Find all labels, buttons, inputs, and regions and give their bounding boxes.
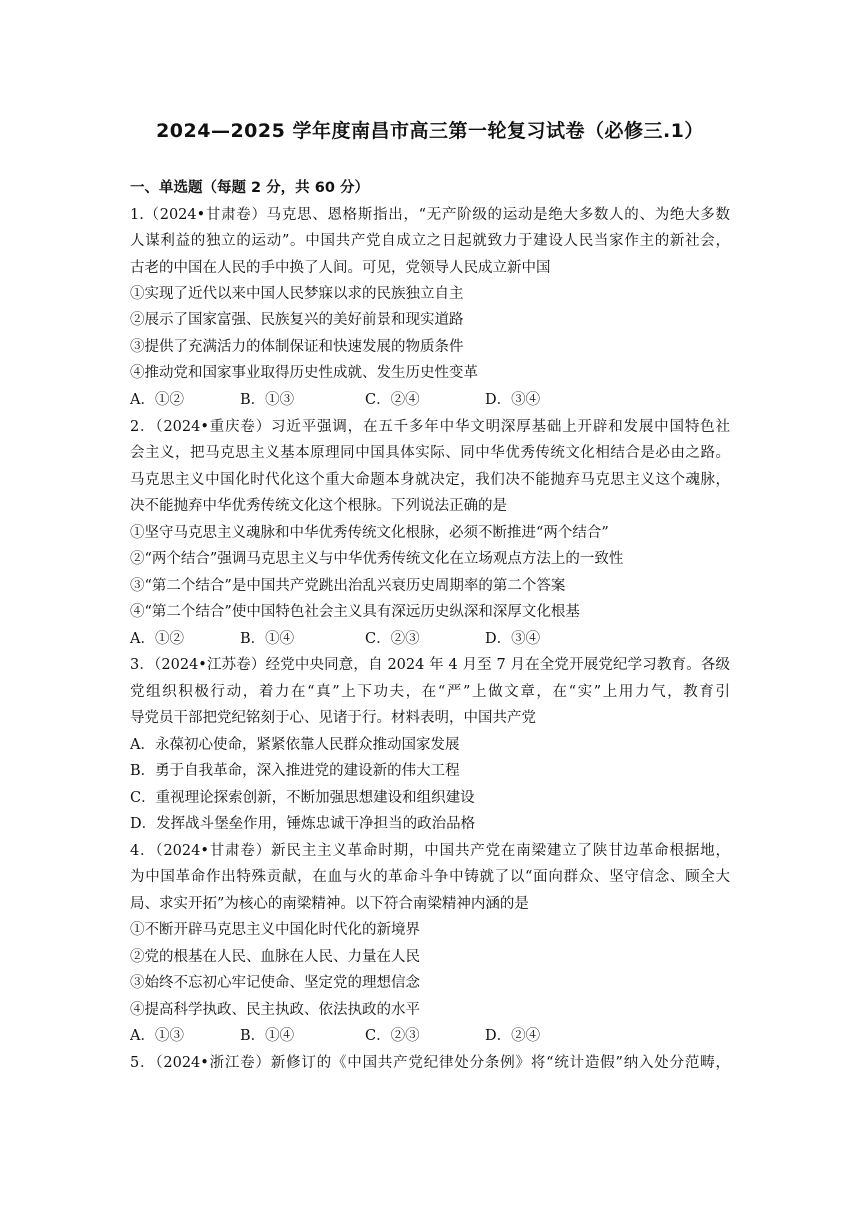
q1-option-b: B．①③ bbox=[240, 392, 295, 408]
q4-options bbox=[130, 1024, 540, 1045]
q2-line-1: 2．（2024•重庆卷）习近平强调，在五千多年中华文明深厚基础上开辟和发展中国特色社 bbox=[130, 419, 730, 435]
q1-option-c: C．②④ bbox=[365, 392, 420, 408]
q2-line-3: 马克思主义中国化时代化这个重大命题本身就决定，我们决不能抛弃马克思主义这个魂脉， bbox=[130, 472, 730, 488]
q4-statement-2: ②党的根基在人民、血脉在人民、力量在人民 bbox=[130, 949, 420, 965]
q2-option-a: A．①② bbox=[130, 631, 184, 647]
q1-option-d: D．③④ bbox=[485, 392, 541, 408]
q2-line-2: 会主义，把马克思主义基本原理同中国具体实际、同中华优秀传统文化相结合是必由之路。 bbox=[130, 445, 730, 461]
q2-option-d: D．③④ bbox=[485, 631, 541, 647]
q1-line-2: 人谋利益的独立的运动”。中国共产党自成立之日起就致力于建设人民当家作主的新社会， bbox=[130, 233, 730, 249]
q1-options bbox=[130, 388, 540, 409]
page-title: 2024—2025 学年度南昌市高三第一轮复习试卷（必修三.1） bbox=[156, 120, 704, 142]
q1-line-3: 古老的中国在人民的手中换了人间。可见，党领导人民成立新中国 bbox=[130, 260, 551, 276]
section-heading: 一、单选题（每题 2 分，共 60 分） bbox=[130, 180, 369, 196]
q4-option-b: B．①④ bbox=[240, 1028, 295, 1044]
q2-option-c: C．②③ bbox=[365, 631, 420, 647]
q4-statement-1: ①不断开辟马克思主义中国化时代化的新境界 bbox=[130, 922, 420, 938]
q4-option-c: C．②③ bbox=[365, 1028, 420, 1044]
q2-option-b: B．①④ bbox=[240, 631, 295, 647]
q4-option-d: D．②④ bbox=[485, 1028, 541, 1044]
q2-statement-1: ①坚守马克思主义魂脉和中华优秀传统文化根脉，必须不断推进“两个结合” bbox=[130, 525, 609, 541]
q3-line-2: 党组织积极行动，着力在“真”上下功夫，在“严”上做文章，在“实”上用力气，教育引 bbox=[130, 684, 730, 700]
q4-line-3: 局、求实开拓”为核心的南梁精神。以下符合南梁精神内涵的是 bbox=[130, 896, 529, 912]
q2-line-4: 决不能抛弃中华优秀传统文化这个根脉。下列说法正确的是 bbox=[130, 498, 507, 514]
q4-line-1: 4．（2024•甘肃卷）新民主主义革命时期，中国共产党在南梁建立了陕甘边革命根据地， bbox=[130, 843, 730, 859]
q1-statement-4: ④推动党和国家事业取得历史性成就、发生历史性变革 bbox=[130, 365, 478, 381]
q2-statement-2: ②“两个结合”强调马克思主义与中华优秀传统文化在立场观点方法上的一致性 bbox=[130, 551, 624, 567]
q4-statement-4: ④提高科学执政、民主执政、依法执政的水平 bbox=[130, 1002, 420, 1018]
q4-option-a: A．①③ bbox=[130, 1028, 184, 1044]
q3-option-c: C．重视理论探索创新，不断加强思想建设和组织建设 bbox=[130, 790, 475, 806]
q2-statement-3: ③“第二个结合”是中国共产党跳出治乱兴衰历史周期率的第二个答案 bbox=[130, 578, 566, 594]
q3-option-b: B．勇于自我革命，深入推进党的建设新的伟大工程 bbox=[130, 763, 460, 779]
q4-statement-3: ③始终不忘初心牢记使命、坚定党的理想信念 bbox=[130, 975, 420, 991]
q5-line-1: 5．（2024•浙江卷）新修订的《中国共产党纪律处分条例》将“统计造假”纳入处分范畴， bbox=[130, 1055, 730, 1071]
q3-option-a: A．永葆初心使命，紧紧依靠人民群众推动国家发展 bbox=[130, 737, 460, 753]
q4-line-2: 为中国革命作出特殊贡献，在血与火的革命斗争中铸就了以“面向群众、坚守信念、顾全大 bbox=[130, 869, 730, 885]
q1-line-1: 1.（2024•甘肃卷）马克思、恩格斯指出，“无产阶级的运动是绝大多数人的、为绝大多数 bbox=[130, 207, 730, 223]
q2-options bbox=[130, 627, 540, 648]
q1-statement-1: ①实现了近代以来中国人民梦寐以求的民族独立自主 bbox=[130, 286, 464, 302]
q1-statement-3: ③提供了充满活力的体制保证和快速发展的物质条件 bbox=[130, 339, 464, 355]
q1-option-a: A．①② bbox=[130, 392, 184, 408]
q1-statement-2: ②展示了国家富强、民族复兴的美好前景和现实道路 bbox=[130, 312, 464, 328]
q3-line-3: 导党员干部把党纪铭刻于心、见诸于行。材料表明，中国共产党 bbox=[130, 710, 536, 726]
q3-line-1: 3．（2024•江苏卷）经党中央同意，自 2024 年 4 月至 7 月在全党开展党纪学习教育。各级 bbox=[130, 657, 730, 673]
q2-statement-4: ④“第二个结合”使中国特色社会主义具有深远历史纵深和深厚文化根基 bbox=[130, 604, 580, 620]
q3-option-d: D．发挥战斗堡垒作用，锤炼忠诚干净担当的政治品格 bbox=[130, 816, 476, 832]
